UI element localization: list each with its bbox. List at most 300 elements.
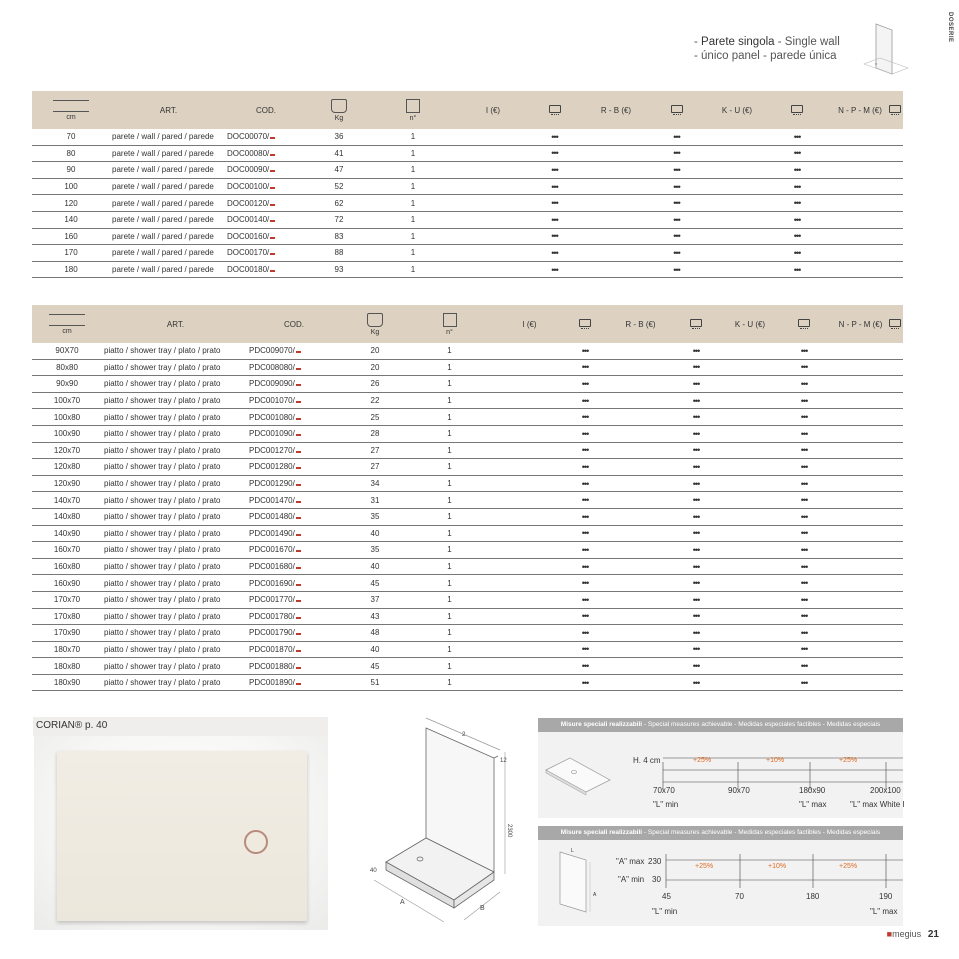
price-dots: ••• [790,575,818,592]
size-cell: 160x80 [32,558,102,575]
price-dots: ••• [682,542,710,559]
empty-cell [488,542,571,559]
art-cell: parete / wall / pared / parede [110,261,227,278]
price-dots: ••• [790,542,818,559]
single-wall-icon [862,22,912,78]
price-dots: ••• [682,674,710,691]
price-dots: ••• [656,228,697,245]
empty-cell [710,641,790,658]
kg-header: Kg [339,305,411,343]
cod-cell: PDC001270/ [249,442,339,459]
n-header: n° [411,305,488,343]
qty-cell: 1 [411,376,488,393]
finish-code-marker [296,683,301,685]
price-dots: ••• [790,525,818,542]
finish-code-marker [296,451,301,453]
empty-cell [817,211,903,228]
empty-cell [818,409,903,426]
qty-cell: 1 [411,674,488,691]
price-ku-header: K - U (€) [710,305,790,343]
kg-cell: 88 [305,245,373,262]
price-dots: ••• [533,178,576,195]
empty-cell [710,658,790,675]
empty-cell [576,178,656,195]
empty-cell [818,425,903,442]
finish-code-marker [296,600,301,602]
price-dots: ••• [571,674,599,691]
pct1: +25% [693,757,712,764]
table-row [32,475,903,492]
art-cell: piatto / shower tray / plato / prato [102,658,249,675]
art-cell: piatto / shower tray / plato / prato [102,508,249,525]
empty-cell [599,542,682,559]
empty-cell [710,442,790,459]
empty-cell [599,558,682,575]
kg-cell: 45 [339,575,411,592]
price-dots: ••• [571,392,599,409]
empty-cell [818,392,903,409]
empty-cell [576,211,656,228]
empty-cell [710,508,790,525]
empty-cell [453,261,533,278]
finish-code-marker [296,517,301,519]
empty-cell [453,245,533,262]
qty-cell: 1 [411,591,488,608]
empty-cell [710,674,790,691]
empty-cell [599,492,682,509]
cod-cell: PDC001490/ [249,525,339,542]
finish-code-marker [296,467,301,469]
table-row [32,245,903,262]
finish-code-marker [296,501,301,503]
cod-cell: PDC001470/ [249,492,339,509]
empty-cell [818,575,903,592]
a-min-val: 30 [652,875,661,884]
empty-cell [710,558,790,575]
art-cell: piatto / shower tray / plato / prato [102,376,249,393]
art-cell: piatto / shower tray / plato / prato [102,542,249,559]
kg-cell: 41 [305,145,373,162]
qty-cell: 1 [373,178,453,195]
size-cell: 140x90 [32,525,102,542]
price-dots: ••• [790,376,818,393]
v4: 190 [879,892,893,901]
price-dots: ••• [790,392,818,409]
size-cell: 180x90 [32,674,102,691]
n-header: n° [373,91,453,129]
price-i-header: I (€) [488,305,571,343]
qty-cell: 1 [411,542,488,559]
v1: 70x70 [653,786,675,795]
cod-cell: PDC001280/ [249,459,339,476]
tray-special-measures [538,718,903,818]
qty-cell: 1 [411,625,488,642]
empty-cell [488,575,571,592]
cod-cell: PDC001090/ [249,425,339,442]
qty-cell: 1 [373,245,453,262]
truck-icon [790,305,818,343]
empty-cell [818,641,903,658]
empty-cell [710,409,790,426]
empty-cell [599,343,682,359]
finish-code-marker [296,633,301,635]
price-dots: ••• [777,162,817,179]
truck-icon [682,305,710,343]
v3: 180 [806,892,820,901]
table-row [32,674,903,691]
kg-cell: 40 [339,525,411,542]
empty-cell [488,492,571,509]
table-row [32,359,903,376]
empty-cell [599,459,682,476]
cod-cell: PDC001790/ [249,625,339,642]
kg-cell: 52 [305,178,373,195]
empty-cell [710,525,790,542]
price-dots: ••• [682,625,710,642]
title-bold: Parete singola [701,36,775,48]
cod-cell: PDC001890/ [249,674,339,691]
price-dots: ••• [682,409,710,426]
kg-cell: 93 [305,261,373,278]
table-row [32,211,903,228]
empty-cell [488,558,571,575]
cod-cell: DOC00090/ [227,162,305,179]
cod-cell: PDC001870/ [249,641,339,658]
price-dots: ••• [682,359,710,376]
qty-cell: 1 [411,641,488,658]
empty-cell [710,392,790,409]
art-cell: piatto / shower tray / plato / prato [102,392,249,409]
table-row [32,425,903,442]
art-cell: parete / wall / pared / parede [110,245,227,262]
art-cell: piatto / shower tray / plato / prato [102,425,249,442]
price-dots: ••• [790,591,818,608]
empty-cell [488,674,571,691]
finish-code-marker [296,484,301,486]
finish-code-marker [270,253,275,255]
art-cell: parete / wall / pared / parede [110,145,227,162]
price-dots: ••• [533,129,576,145]
table-row [32,178,903,195]
size-cell: 170 [32,245,110,262]
art-cell: parete / wall / pared / parede [110,211,227,228]
table-row [32,492,903,509]
qty-cell: 1 [373,228,453,245]
cod-cell: PDC001880/ [249,658,339,675]
table-row [32,228,903,245]
table-row [32,625,903,642]
price-dots: ••• [790,442,818,459]
empty-cell [599,508,682,525]
price-ku-header: K - U (€) [697,91,777,129]
empty-cell [488,508,571,525]
kg-cell: 26 [339,376,411,393]
table-row [32,608,903,625]
dimension-arrows-icon [49,314,85,326]
size-cell: 80 [32,145,110,162]
price-dots: ••• [777,129,817,145]
l-max: "L" max [870,907,898,916]
price-dots: ••• [571,558,599,575]
cod-cell: DOC00080/ [227,145,305,162]
price-dots: ••• [790,674,818,691]
table-row [32,558,903,575]
table-row [32,508,903,525]
art-cell: parete / wall / pared / parede [110,195,227,212]
empty-cell [818,442,903,459]
label-a: A [400,899,405,906]
price-dots: ••• [790,658,818,675]
empty-cell [488,376,571,393]
art-header: ART. [102,305,249,343]
price-dots: ••• [682,425,710,442]
pct3: +25% [839,863,858,870]
measures-header: Misure speciali realizzabili - Special measures achievable - Medidas especiales factibles - Medidas especiais [538,826,903,840]
size-cell: 120x80 [32,459,102,476]
price-dots: ••• [790,492,818,509]
art-cell: piatto / shower tray / plato / prato [102,674,249,691]
kg-cell: 20 [339,359,411,376]
art-cell: piatto / shower tray / plato / prato [102,359,249,376]
price-dots: ••• [790,425,818,442]
qty-cell: 1 [411,508,488,525]
section-side-tag: DOSERIE [947,12,953,43]
art-cell: piatto / shower tray / plato / prato [102,343,249,359]
price-dots: ••• [790,558,818,575]
empty-cell [488,392,571,409]
table-row [32,376,903,393]
l-max: "L" max [799,800,827,809]
truck-icon [777,91,817,129]
table-row [32,542,903,559]
finish-code-marker [296,534,301,536]
cod-cell: PDC001080/ [249,409,339,426]
cod-cell: PDC001770/ [249,591,339,608]
cod-cell: PDC001780/ [249,608,339,625]
empty-cell [818,558,903,575]
finish-code-marker [270,187,275,189]
size-cell: 140x70 [32,492,102,509]
empty-cell [818,343,903,359]
cod-cell: PDC001680/ [249,558,339,575]
price-dots: ••• [571,525,599,542]
empty-cell [599,674,682,691]
size-header: cm [32,91,110,129]
finish-code-marker [270,204,275,206]
finish-code-marker [296,650,301,652]
truck-icon [533,91,576,129]
size-cell: 90X70 [32,343,102,359]
price-dots: ••• [571,542,599,559]
qty-cell: 1 [411,608,488,625]
price-dots: ••• [682,525,710,542]
art-cell: piatto / shower tray / plato / prato [102,459,249,476]
kg-cell: 37 [339,591,411,608]
empty-cell [599,575,682,592]
empty-cell [488,343,571,359]
empty-cell [488,591,571,608]
qty-cell: 1 [411,425,488,442]
kg-cell: 25 [339,409,411,426]
empty-cell [710,608,790,625]
dimension-arrows-icon [53,100,89,112]
size-cell: 100x70 [32,392,102,409]
empty-cell [710,425,790,442]
size-cell: 160 [32,228,110,245]
empty-cell [453,162,533,179]
price-dots: ••• [656,261,697,278]
size-cell: 100 [32,178,110,195]
price-dots: ••• [571,359,599,376]
empty-cell [599,359,682,376]
v2: 90x70 [728,786,750,795]
empty-cell [697,261,777,278]
empty-cell [488,475,571,492]
size-cell: 120x90 [32,475,102,492]
empty-cell [599,608,682,625]
trays-table [32,305,903,691]
empty-cell [576,228,656,245]
empty-cell [576,129,656,145]
finish-code-marker [296,418,301,420]
price-dots: ••• [790,343,818,359]
size-cell: 140x80 [32,508,102,525]
cod-cell: PDC008080/ [249,359,339,376]
finish-code-marker [270,170,275,172]
price-i-header: I (€) [453,91,533,129]
price-dots: ••• [656,178,697,195]
qty-cell: 1 [411,442,488,459]
empty-cell [453,129,533,145]
pct2: +10% [766,757,785,764]
page-footer [887,929,939,940]
price-dots: ••• [656,245,697,262]
price-dots: ••• [777,195,817,212]
empty-cell [453,228,533,245]
cod-cell: DOC00160/ [227,228,305,245]
cod-cell: DOC00100/ [227,178,305,195]
size-cell: 170x80 [32,608,102,625]
table-row [32,525,903,542]
size-cell: 90x90 [32,376,102,393]
empty-cell [599,625,682,642]
empty-cell [818,508,903,525]
measures-header: Misure speciali realizzabili - Special measures achievable - Medidas especiales factibles - Medidas especiais [538,718,903,732]
empty-cell [453,145,533,162]
art-cell: piatto / shower tray / plato / prato [102,525,249,542]
truck-icon [656,91,697,129]
finish-code-marker [296,667,301,669]
kg-cell: 40 [339,641,411,658]
price-dots: ••• [533,162,576,179]
finish-code-marker [296,434,301,436]
finish-code-marker [296,401,301,403]
empty-cell [488,359,571,376]
price-dots: ••• [571,641,599,658]
empty-cell [599,525,682,542]
mini-a: A [593,892,597,898]
price-dots: ••• [533,195,576,212]
price-dots: ••• [682,575,710,592]
price-dots: ••• [571,459,599,476]
page-number: 21 [927,929,939,940]
price-dots: ••• [571,343,599,359]
price-dots: ••• [656,195,697,212]
empty-cell [453,195,533,212]
empty-cell [817,129,903,145]
table-row [32,591,903,608]
empty-cell [818,625,903,642]
kg-cell: 36 [305,129,373,145]
price-dots: ••• [571,658,599,675]
empty-cell [697,178,777,195]
empty-cell [599,475,682,492]
empty-cell [599,442,682,459]
price-dots: ••• [571,591,599,608]
kg-cell: 72 [305,211,373,228]
qty-cell: 1 [411,459,488,476]
cod-cell: DOC00120/ [227,195,305,212]
kg-cell: 27 [339,442,411,459]
price-rb-header: R - B (€) [599,305,682,343]
cod-cell: DOC00140/ [227,211,305,228]
price-dots: ••• [571,575,599,592]
dim-side: 12 [500,758,507,764]
qty-cell: 1 [411,575,488,592]
cod-header: COD. [227,91,305,129]
qty-cell: 1 [373,261,453,278]
empty-cell [697,195,777,212]
qty-cell: 1 [411,409,488,426]
empty-cell [488,525,571,542]
empty-cell [599,591,682,608]
art-cell: parete / wall / pared / parede [110,129,227,145]
empty-cell [818,359,903,376]
price-dots: ••• [790,641,818,658]
shower-tray-photo [34,736,328,930]
truck-icon [571,305,599,343]
kg-header: Kg [305,91,373,129]
price-dots: ••• [790,359,818,376]
empty-cell [818,608,903,625]
price-dots: ••• [682,475,710,492]
size-header: cm [32,305,102,343]
size-cell: 170x70 [32,591,102,608]
cod-cell: PDC001690/ [249,575,339,592]
price-dots: ••• [533,145,576,162]
size-cell: 100x90 [32,425,102,442]
qty-cell: 1 [373,211,453,228]
finish-code-marker [270,220,275,222]
cod-cell: DOC00070/ [227,129,305,145]
h-label: H. 4 cm [633,756,661,765]
price-dots: ••• [656,211,697,228]
price-npm-header: N - P - M (€) [818,305,903,343]
art-cell: piatto / shower tray / plato / prato [102,641,249,658]
walls-table [32,91,903,278]
package-icon [406,99,420,113]
price-dots: ••• [571,425,599,442]
price-dots: ••• [682,591,710,608]
weight-icon [367,313,383,327]
size-cell: 80x80 [32,359,102,376]
empty-cell [818,542,903,559]
l-min: "L" min [652,907,678,916]
qty-cell: 1 [373,195,453,212]
price-dots: ••• [682,641,710,658]
price-dots: ••• [682,392,710,409]
table-row [32,641,903,658]
